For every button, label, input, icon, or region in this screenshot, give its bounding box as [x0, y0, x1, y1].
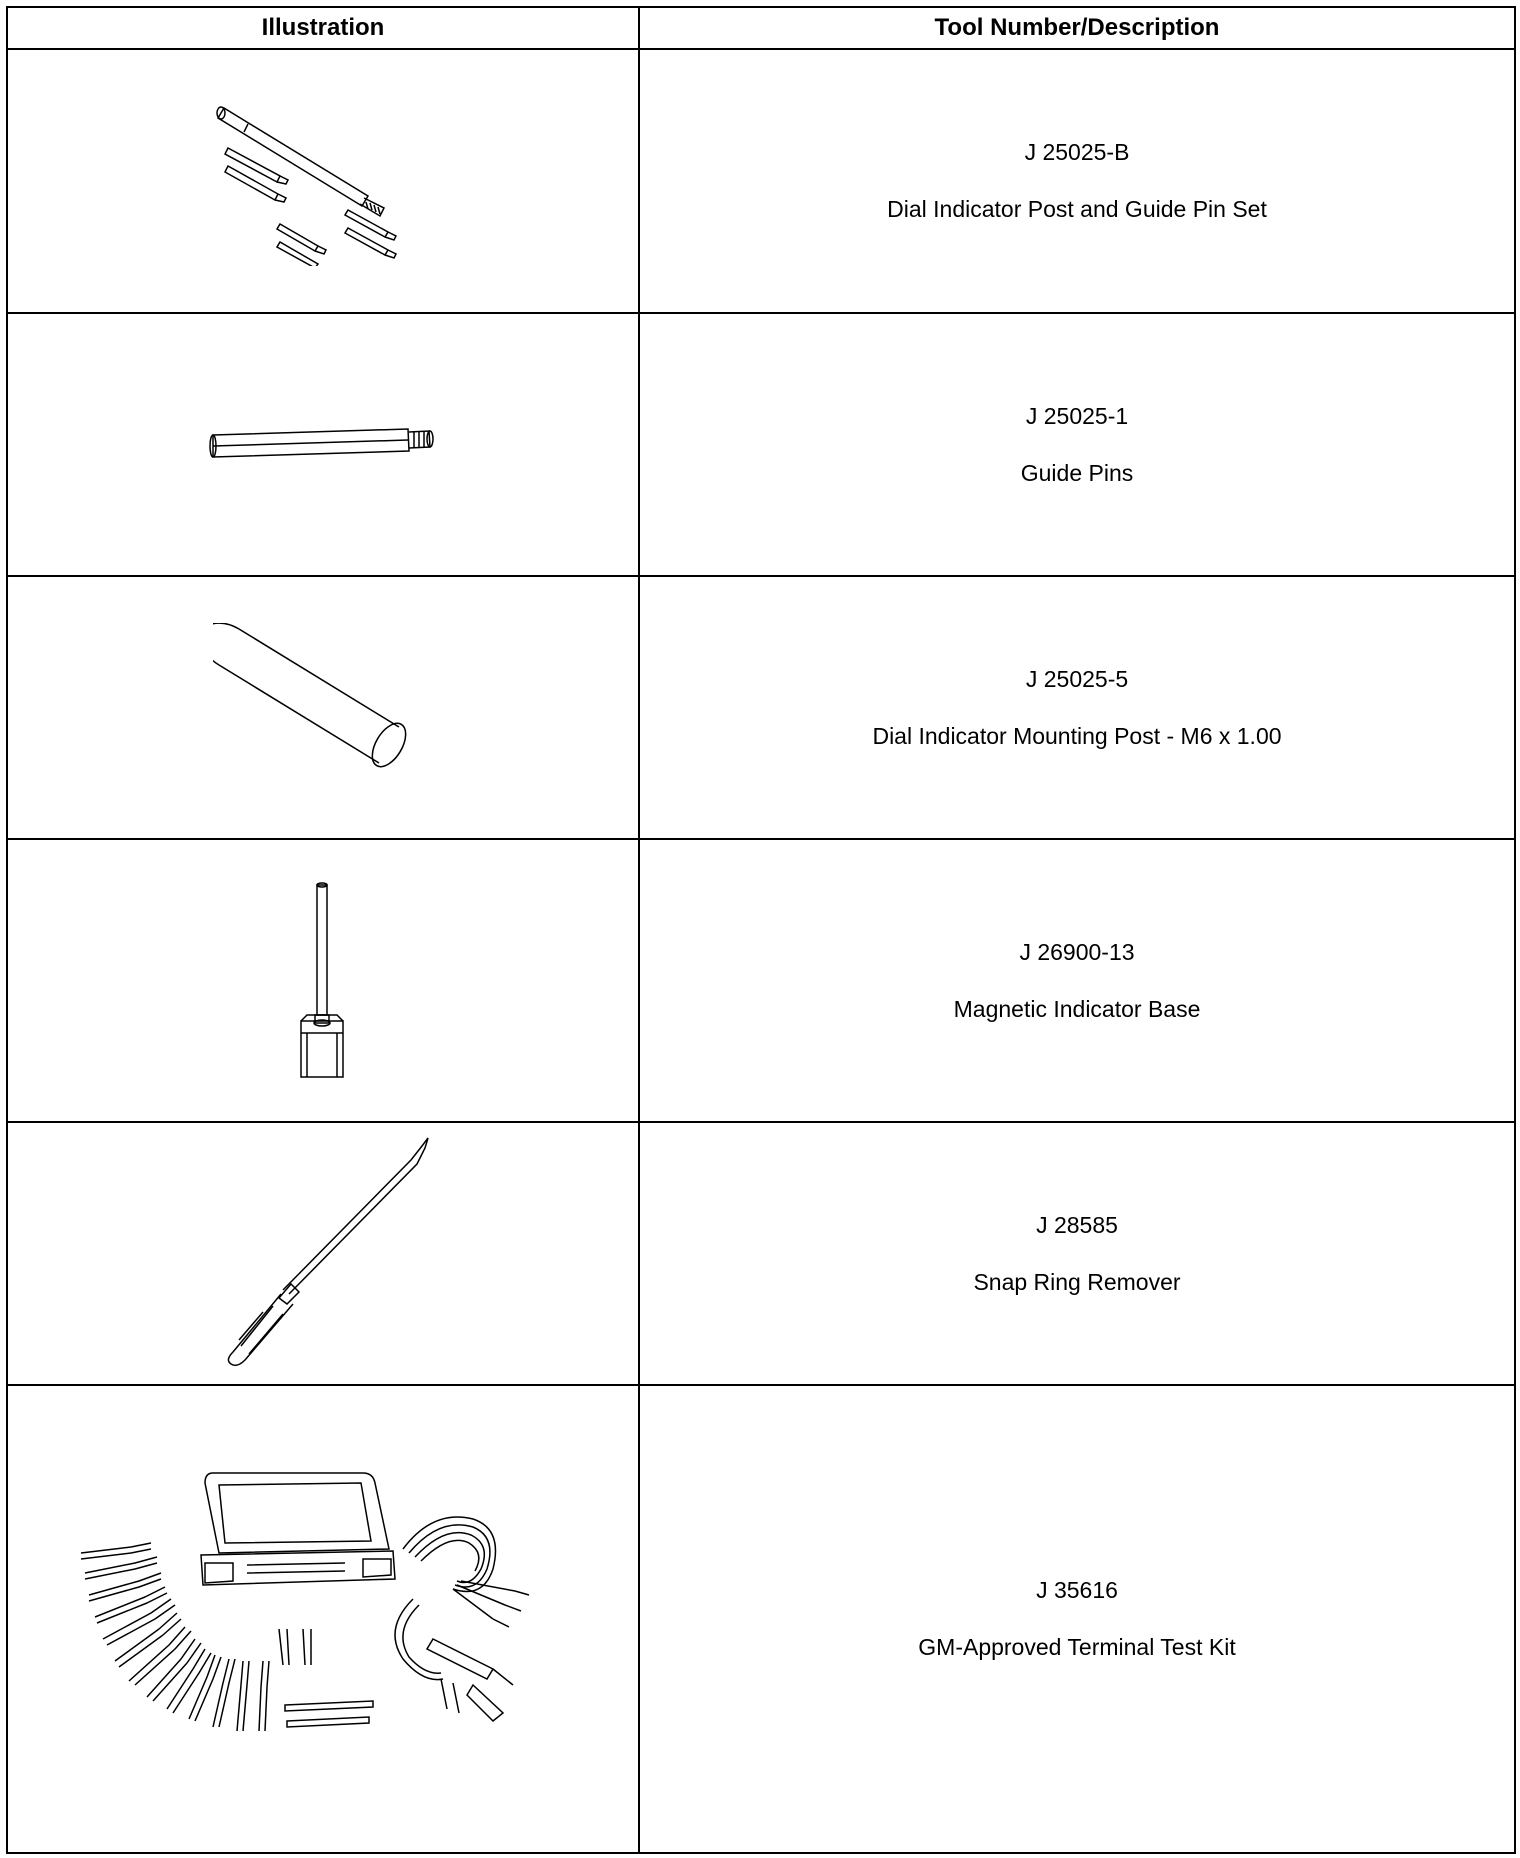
terminal-test-kit-icon: [73, 1469, 573, 1769]
column-header-tool: Tool Number/Description: [639, 7, 1515, 49]
table-row: [7, 576, 1515, 839]
illustration-cell: [7, 576, 639, 839]
table-row: [7, 839, 1515, 1122]
tool-number: J 28585: [1036, 1211, 1118, 1238]
table-header-row: [7, 7, 1515, 49]
illustration-cell: [7, 313, 639, 576]
tool-description: Guide Pins: [1020, 459, 1134, 486]
table-row: [7, 1385, 1515, 1853]
tool-description-cell: [639, 49, 1515, 313]
tool-description-cell: [639, 839, 1515, 1122]
table-row: [7, 313, 1515, 576]
tool-description: GM-Approved Terminal Test Kit: [918, 1634, 1236, 1660]
column-header-illustration: Illustration: [7, 7, 639, 49]
illustration-cell: [7, 1122, 639, 1385]
illustration-cell: [7, 839, 639, 1122]
illustration-cell: [7, 1385, 639, 1853]
tool-description: Magnetic Indicator Base: [953, 995, 1201, 1022]
tool-number: J 25025-1: [1025, 402, 1129, 429]
tool-description-cell: [639, 1385, 1515, 1853]
test-leads-icon: [395, 1517, 529, 1721]
tool-number: J 25025-B: [1024, 139, 1130, 165]
illustration-cell: [7, 49, 639, 313]
tool-description-cell: [639, 313, 1515, 576]
tool-number: J 25025-5: [1025, 665, 1129, 692]
guide-pin-icon: [193, 415, 453, 475]
special-tools-table: [6, 6, 1516, 1854]
table-row: [7, 49, 1515, 313]
tool-number: J 35616: [1036, 1577, 1118, 1603]
mounting-post-icon: [213, 623, 433, 793]
tool-number: J 26900-13: [1019, 938, 1135, 965]
post-and-pin-set-icon: [208, 96, 438, 266]
tool-description-cell: [639, 1122, 1515, 1385]
magnetic-base-icon: [293, 881, 353, 1081]
snap-ring-remover-icon: [203, 1134, 443, 1374]
tool-description-cell: [639, 576, 1515, 839]
tool-description: Dial Indicator Post and Guide Pin Set: [887, 196, 1267, 222]
table-row: [7, 1122, 1515, 1385]
tool-description: Snap Ring Remover: [973, 1268, 1181, 1295]
tool-description: Dial Indicator Mounting Post - M6 x 1.00: [872, 722, 1282, 749]
